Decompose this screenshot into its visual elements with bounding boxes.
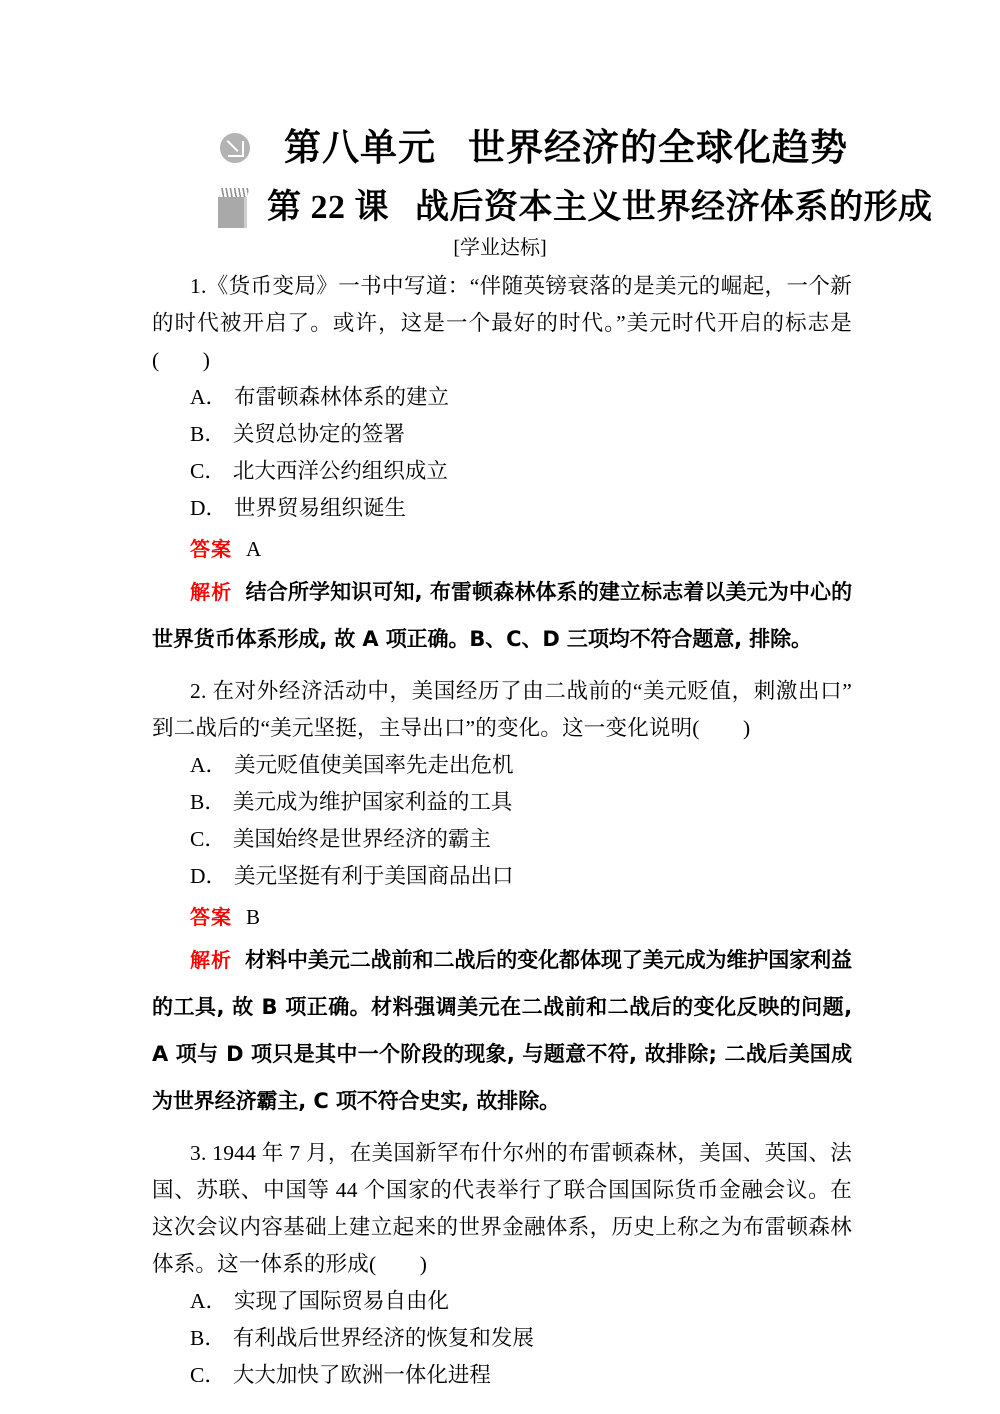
book-cover-icon xyxy=(218,197,247,228)
unit-title-number: 第八单元 xyxy=(284,127,436,169)
answer-label: 答案 xyxy=(190,537,232,561)
option-mark: D． xyxy=(190,864,228,888)
explanation-text: 结合所学知识可知, 布雷顿森林体系的建立标志着以美元为中心的世界货币体系形成, 故 A 项正确。B、C、D 三项均不符合题意, 排除。 xyxy=(152,580,852,651)
option-mark: A． xyxy=(190,385,228,409)
answer-value: A xyxy=(246,537,262,561)
section-label: [学业达标] xyxy=(453,237,547,259)
option-mark: C． xyxy=(190,827,226,851)
question-stem: 3. 1944 年 7 月，在美国新罕布什尔州的布雷顿森林，美国、英国、法国、苏联、中国等 44 个国家的代表举行了联合国国际货币金融会议。在这次会议内容基础上建立起来的世界金融体系，历史上称之为布雷顿森林体系。这一体系的形成( ) xyxy=(152,1141,852,1276)
question-stem: 1.《货币变局》一书中写道：“伴随英镑衰落的是美元的崛起，一个新的时代被开启了。或许，这是一个最好的时代。”美元时代开启的标志是( ) xyxy=(152,274,852,372)
option-item[interactable] xyxy=(152,453,852,490)
explanation-text: 材料中美元二战前和二战后的变化都体现了美元成为维护国家利益的工具, 故 B 项正确。材料强调美元在二战前和二战后的变化反映的问题, A 项与 D 项只是其中一个阶段的现象, 与题意不符, 故排除; 二战后美国成为世界经济霸主, C 项不符合史实, 故排除。 xyxy=(152,948,852,1113)
unit-title xyxy=(284,127,848,169)
question-list xyxy=(152,268,852,1394)
option-item[interactable] xyxy=(152,490,852,527)
option-text: 有利战后世界经济的恢复和发展 xyxy=(232,1326,534,1350)
option-text: 美国始终是世界经济的霸主 xyxy=(232,827,491,851)
explanation-line xyxy=(152,569,852,663)
option-item[interactable] xyxy=(152,821,852,858)
answer-label: 答案 xyxy=(190,905,232,929)
explanation-line xyxy=(152,937,852,1125)
option-mark: D． xyxy=(190,496,228,520)
answer-line xyxy=(152,529,852,569)
arrow-circle-icon xyxy=(220,133,250,163)
lesson-title xyxy=(267,188,933,226)
option-mark: B． xyxy=(190,422,226,446)
lesson-title-number: 第 22 课 xyxy=(267,188,389,226)
unit-header xyxy=(220,118,848,178)
explanation-label: 解析 xyxy=(190,580,233,604)
unit-title-text: 世界经济的全球化趋势 xyxy=(468,127,848,169)
option-mark: C． xyxy=(190,459,226,483)
option-mark: A． xyxy=(190,1289,228,1313)
option-mark: A． xyxy=(190,753,228,777)
option-text: 布雷顿森林体系的建立 xyxy=(234,385,450,409)
option-mark: C． xyxy=(190,1363,226,1387)
answer-value: B xyxy=(246,905,261,929)
option-item[interactable] xyxy=(152,1357,852,1394)
question-block xyxy=(152,268,852,663)
book-icon xyxy=(218,188,245,228)
lesson-header xyxy=(218,180,933,235)
option-item[interactable] xyxy=(152,1283,852,1320)
option-item[interactable] xyxy=(152,747,852,784)
option-text: 美元坚挺有利于美国商品出口 xyxy=(234,864,514,888)
option-text: 世界贸易组织诞生 xyxy=(234,496,407,520)
option-item[interactable] xyxy=(152,1320,852,1357)
option-text: 关贸总协定的签署 xyxy=(232,422,405,446)
option-text: 美元贬值使美国率先走出危机 xyxy=(234,753,514,777)
option-text: 北大西洋公约组织成立 xyxy=(232,459,448,483)
question-block xyxy=(152,1135,852,1394)
option-text: 大大加快了欧洲一体化进程 xyxy=(232,1363,491,1387)
answer-line xyxy=(152,897,852,937)
option-mark: B． xyxy=(190,790,226,814)
option-item[interactable] xyxy=(152,784,852,821)
explanation-label: 解析 xyxy=(190,948,233,972)
question-stem: 2. 在对外经济活动中，美国经历了由二战前的“美元贬值，刺激出口”到二战后的“美元坚挺，主导出口”的变化。这一变化说明( ) xyxy=(152,679,852,740)
option-item[interactable] xyxy=(152,416,852,453)
option-mark: B． xyxy=(190,1326,226,1350)
question-block xyxy=(152,673,852,1125)
option-text: 美元成为维护国家利益的工具 xyxy=(232,790,513,814)
lesson-title-text: 战后资本主义世界经济体系的形成 xyxy=(415,188,933,226)
option-text: 实现了国际贸易自由化 xyxy=(234,1289,450,1313)
option-item[interactable] xyxy=(152,379,852,416)
option-item[interactable] xyxy=(152,858,852,895)
